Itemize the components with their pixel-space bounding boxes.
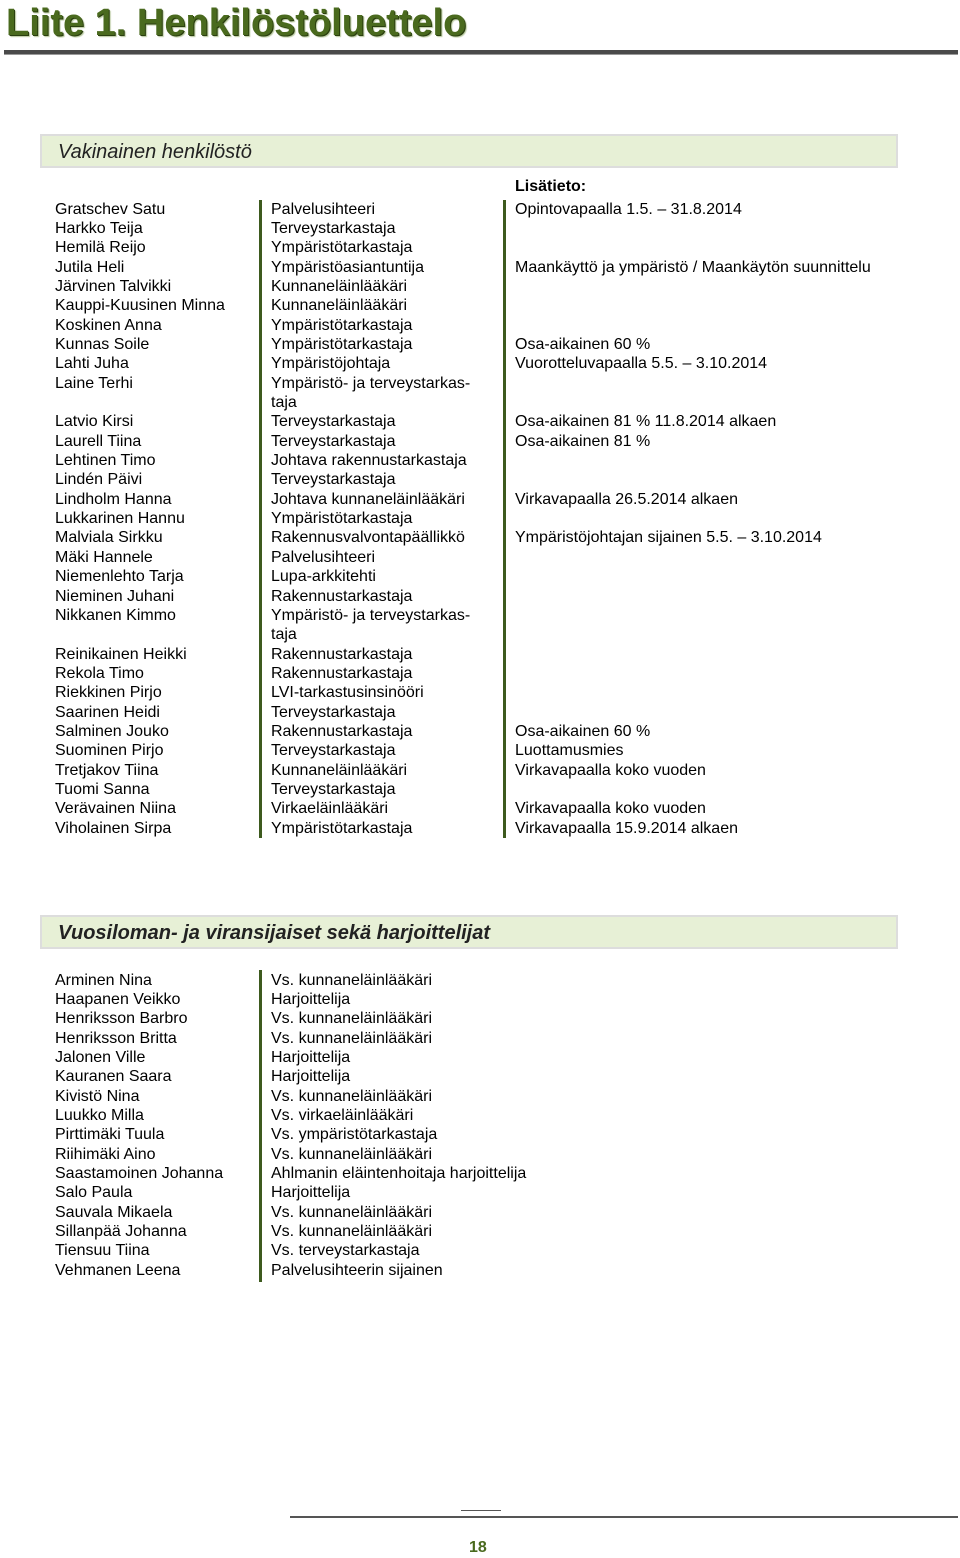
staff-name: Mäki Hannele (55, 548, 153, 566)
staff-title: Vs. virkaeläinlääkäri (271, 1106, 414, 1124)
staff-note: Opintovapaalla 1.5. – 31.8.2014 (515, 200, 742, 218)
staff-title: Palvelusihteeri (271, 200, 376, 218)
staff-note: Ympäristöjohtajan sijainen 5.5. – 3.10.2014 (515, 529, 822, 547)
staff-name: Lindén Päivi (55, 471, 143, 489)
staff-title: Johtava kunnaneläinlääkäri (271, 490, 465, 508)
staff-title: Ahlmanin eläintenhoitaja harjoittelija (271, 1165, 527, 1182)
staff-name: Salo Paula (55, 1184, 133, 1202)
staff-name: Jutila Heli (55, 258, 125, 276)
staff-name: Haapanen Veikko (55, 990, 181, 1008)
staff-title: Ympäristötarkastaja (271, 510, 413, 528)
staff-title: Kunnaneläinlääkäri (271, 277, 408, 295)
staff-name: Arminen Nina (55, 971, 152, 989)
footer-rule (290, 1516, 958, 1518)
staff-title: Ympäristötarkastaja (271, 335, 413, 353)
staff-title: Vs. kunnaneläinlääkäri (271, 1087, 432, 1105)
title-divider (4, 50, 958, 55)
staff-name: Saastamoinen Johanna (55, 1165, 224, 1182)
staff-name: Hemilä Reijo (55, 239, 146, 257)
staff-title: taja (271, 626, 297, 644)
staff-title: Terveystarkastaja (271, 781, 396, 798)
staff-note: Osa-aikainen 81 % (515, 432, 651, 450)
column-divider-permanent-1 (259, 200, 262, 838)
staff-title: Terveystarkastaja (271, 413, 396, 431)
staff-name: Riekkinen Pirjo (55, 684, 162, 702)
staff-name: Henriksson Britta (55, 1029, 177, 1047)
staff-name: Saarinen Heidi (55, 703, 160, 721)
staff-name: Laurell Tiina (55, 432, 142, 450)
staff-name: Pirttimäki Tuula (55, 1126, 165, 1144)
staff-title: Ympäristötarkastaja (271, 239, 413, 257)
staff-name: Reinikainen Heikki (55, 645, 187, 663)
staff-title: Ympäristö- ja terveystarkas- (271, 606, 471, 624)
staff-name: Latvio Kirsi (55, 413, 134, 431)
staff-title: Vs. kunnaneläinlääkäri (271, 1203, 432, 1221)
staff-title: Virkaeläinlääkäri (271, 800, 389, 818)
staff-title: Vs. kunnaneläinlääkäri (271, 1223, 432, 1241)
staff-note: Vuorotteluvapaalla 5.5. – 3.10.2014 (515, 355, 768, 373)
staff-name: Salminen Jouko (55, 722, 169, 740)
staff-title: Ympäristötarkastaja (271, 316, 413, 334)
footer-rule-short (461, 1510, 501, 1511)
staff-name: Verävainen Niina (55, 800, 176, 818)
staff-title: LVI-tarkastusinsinööri (271, 684, 424, 702)
staff-name: Järvinen Talvikki (55, 277, 172, 295)
staff-title: Palvelusihteerin sijainen (271, 1261, 443, 1279)
staff-note: Virkavapaalla 26.5.2014 alkaen (515, 490, 738, 508)
staff-title: Rakennustarkastaja (271, 645, 413, 663)
staff-name: Luukko Milla (55, 1106, 144, 1124)
staff-title: Terveystarkastaja (271, 432, 396, 450)
staff-title: Rakennustarkastaja (271, 722, 413, 740)
staff-name: Suominen Pirjo (55, 742, 164, 760)
staff-note: Osa-aikainen 60 % (515, 335, 651, 353)
notes-column-header: Lisätieto: (515, 178, 587, 195)
staff-title: taja (271, 394, 297, 411)
staff-name: Lindholm Hanna (55, 490, 172, 508)
staff-title: Ympäristöjohtaja (271, 355, 391, 373)
staff-name: Lukkarinen Hannu (55, 510, 185, 528)
staff-title: Harjoittelija (271, 1184, 351, 1202)
staff-title: Rakennustarkastaja (271, 587, 413, 605)
page-number: 18 (469, 1539, 487, 1556)
staff-note: Virkavapaalla 15.9.2014 alkaen (515, 819, 738, 837)
staff-title: Vs. kunnaneläinlääkäri (271, 971, 432, 989)
staff-title: Kunnaneläinlääkäri (271, 761, 408, 779)
section-heading-temporary-label: Vuosiloman- ja viransijaiset sekä harjoittelijat (58, 922, 491, 944)
staff-name: Kunnas Soile (55, 335, 150, 353)
staff-name: Viholainen Sirpa (55, 819, 172, 837)
staff-note: Luottamusmies (515, 742, 624, 760)
staff-name: Tiensuu Tiina (55, 1242, 150, 1260)
staff-note: Maankäyttö ja ympäristö / Maankäytön suunnittelu (515, 258, 871, 276)
column-divider-permanent-2 (503, 200, 506, 838)
staff-name: Nieminen Juhani (55, 587, 175, 605)
staff-name: Tretjakov Tiina (55, 761, 159, 779)
section-heading-permanent-label: Vakinainen henkilöstö (58, 141, 252, 163)
staff-name: Malviala Sirkku (55, 529, 163, 547)
staff-title: Vs. kunnaneläinlääkäri (271, 1029, 432, 1047)
staff-name: Sillanpää Johanna (55, 1223, 187, 1241)
staff-title: Harjoittelija (271, 1068, 351, 1086)
staff-name: Lahti Juha (55, 355, 129, 373)
staff-name: Koskinen Anna (55, 316, 162, 334)
page-title: Liite 1. Henkilöstöluettelo (6, 2, 467, 44)
staff-name: Henriksson Barbro (55, 1010, 188, 1028)
staff-title: Ympäristötarkastaja (271, 819, 413, 837)
staff-name: Gratschev Satu (55, 200, 166, 218)
staff-note: Osa-aikainen 60 % (515, 722, 651, 740)
staff-title: Terveystarkastaja (271, 219, 396, 237)
section-heading-permanent (40, 134, 898, 168)
staff-note: Virkavapaalla koko vuoden (515, 800, 706, 818)
staff-name: Rekola Timo (55, 664, 144, 682)
staff-title: Terveystarkastaja (271, 742, 396, 760)
staff-note: Virkavapaalla koko vuoden (515, 761, 706, 779)
staff-title: Vs. kunnaneläinlääkäri (271, 1010, 432, 1028)
staff-name: Vehmanen Leena (55, 1261, 181, 1279)
staff-name: Niemenlehto Tarja (55, 568, 184, 586)
staff-title: Harjoittelija (271, 990, 351, 1008)
staff-title: Rakennustarkastaja (271, 664, 413, 682)
staff-title: Lupa-arkkitehti (271, 568, 376, 586)
staff-name: Lehtinen Timo (55, 452, 156, 470)
staff-title: Harjoittelija (271, 1048, 351, 1066)
staff-title: Vs. kunnaneläinlääkäri (271, 1145, 432, 1163)
section-heading-temporary (40, 915, 898, 949)
staff-title: Ympäristö- ja terveystarkas- (271, 374, 471, 392)
staff-name: Kauppi-Kuusinen Minna (55, 297, 225, 315)
column-divider-temporary (259, 970, 262, 1282)
staff-name: Sauvala Mikaela (55, 1203, 173, 1221)
staff-name: Harkko Teija (55, 219, 143, 237)
staff-title: Rakennusvalvontapäällikkö (271, 529, 465, 547)
staff-note: Osa-aikainen 81 % 11.8.2014 alkaen (515, 413, 777, 431)
staff-name: Kivistö Nina (55, 1087, 140, 1105)
staff-title: Vs. terveystarkastaja (271, 1242, 420, 1260)
staff-name: Nikkanen Kimmo (55, 606, 176, 624)
staff-name: Tuomi Sanna (55, 781, 150, 798)
staff-name: Kauranen Saara (55, 1068, 172, 1086)
staff-title: Terveystarkastaja (271, 471, 396, 489)
staff-name: Riihimäki Aino (55, 1145, 156, 1163)
staff-title: Kunnaneläinlääkäri (271, 297, 408, 315)
staff-title: Johtava rakennustarkastaja (271, 452, 467, 470)
staff-name: Laine Terhi (55, 374, 133, 392)
staff-title: Vs. ympäristötarkastaja (271, 1126, 438, 1144)
staff-title: Ympäristöasiantuntija (271, 258, 424, 276)
staff-title: Palvelusihteeri (271, 548, 376, 566)
staff-title: Terveystarkastaja (271, 703, 396, 721)
staff-name: Jalonen Ville (55, 1048, 146, 1066)
